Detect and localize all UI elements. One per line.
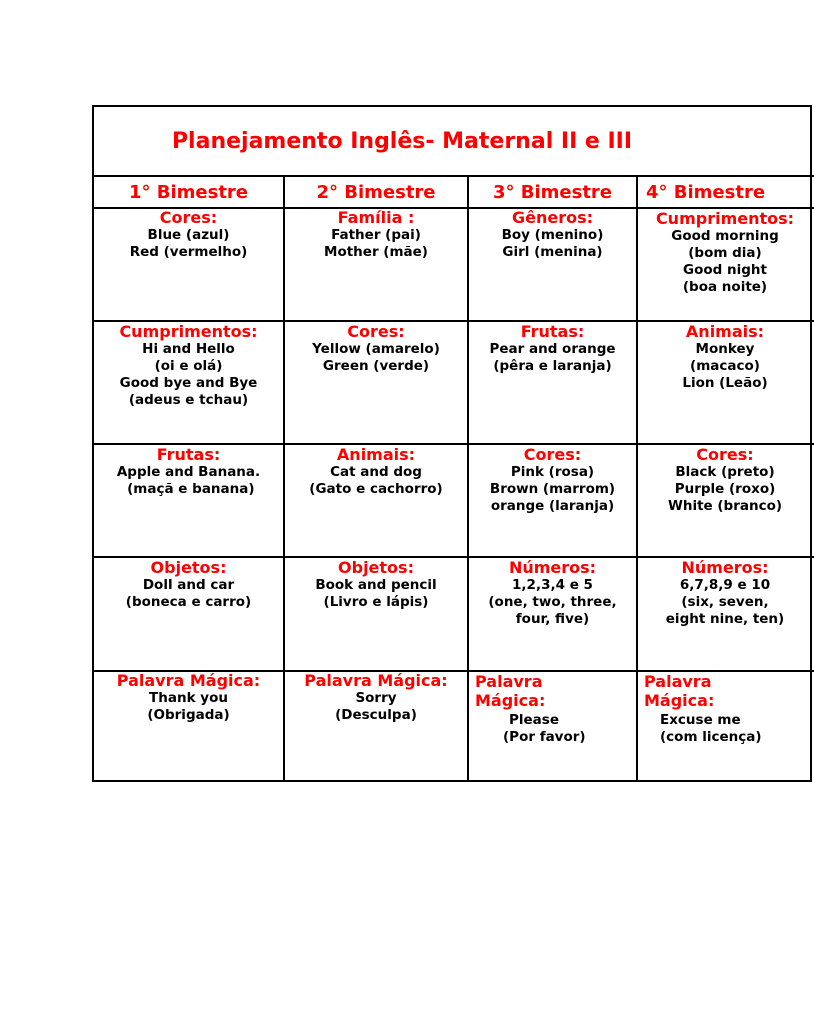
cell-item: Thank you bbox=[149, 690, 228, 706]
cell-heading: Cores: bbox=[696, 445, 754, 464]
cell-r2-c3 bbox=[469, 323, 636, 443]
cell-item: (adeus e tchau) bbox=[128, 392, 249, 408]
header-bimestre-2: 2° Bimestre bbox=[316, 182, 436, 203]
cell-heading: Números: bbox=[681, 558, 769, 577]
cell-item: (Desculpa) bbox=[335, 707, 417, 723]
cell-heading: Palavra Mágica: bbox=[475, 672, 546, 710]
cell-heading: Cores: bbox=[159, 208, 218, 227]
cell-r4-c4 bbox=[638, 559, 812, 670]
cell-heading: Animais: bbox=[685, 322, 765, 341]
cell-item: (six, seven, bbox=[681, 594, 769, 610]
cell-item: Apple and Banana. bbox=[116, 464, 261, 480]
cell-item: (maçã e banana) bbox=[122, 481, 255, 497]
cell-r4-c3 bbox=[469, 559, 636, 670]
cell-item: (Gato e cachorro) bbox=[309, 481, 443, 497]
cell-item: (Obrigada) bbox=[147, 707, 230, 723]
cell-item: White (branco) bbox=[667, 498, 783, 514]
cell-item: Doll and car bbox=[142, 577, 235, 593]
cell-heading: Números: bbox=[508, 558, 597, 577]
cell-item: Pear and orange bbox=[489, 341, 616, 357]
cell-item: Monkey bbox=[695, 341, 755, 357]
cell-heading: Família : bbox=[337, 208, 415, 227]
cell-r1-c2 bbox=[285, 209, 467, 320]
cell-r3-c2 bbox=[285, 446, 467, 556]
cell-item: (com licença) bbox=[660, 729, 762, 745]
cell-heading: Palavra Mágica: bbox=[304, 671, 448, 690]
cell-item: four, five) bbox=[515, 611, 590, 627]
cell-item: Excuse me bbox=[660, 712, 741, 728]
cell-heading: Palavra Mágica: bbox=[644, 672, 715, 710]
cell-heading: Animais: bbox=[336, 445, 416, 464]
cell-heading: Palavra Mágica: bbox=[116, 671, 261, 690]
cell-r1-c1 bbox=[94, 209, 283, 320]
cell-item: Girl (menina) bbox=[502, 244, 603, 260]
cell-r1-c4 bbox=[638, 209, 812, 320]
cell-item: (Por favor) bbox=[503, 729, 586, 745]
cell-item: Cat and dog bbox=[330, 464, 422, 480]
cell-r5-c2 bbox=[285, 672, 467, 782]
cell-r5-c3 bbox=[469, 672, 636, 782]
cell-item: 6,7,8,9 e 10 bbox=[679, 577, 771, 593]
cell-item: Brown (marrom) bbox=[489, 481, 616, 497]
cell-r3-c3 bbox=[469, 446, 636, 556]
cell-heading: Cumprimentos: bbox=[119, 322, 258, 341]
cell-item: (boneca e carro) bbox=[125, 594, 252, 610]
cell-item: Green (verde) bbox=[322, 358, 430, 374]
cell-r4-c2 bbox=[285, 559, 467, 670]
cell-item: Good morning bbox=[671, 228, 779, 244]
cell-heading: Cumprimentos: bbox=[655, 209, 795, 228]
cell-r4-c1 bbox=[94, 559, 283, 670]
cell-heading: Cores: bbox=[347, 322, 405, 341]
cell-item: (one, two, three, bbox=[488, 594, 617, 610]
cell-r2-c1 bbox=[94, 323, 283, 443]
cell-heading: Cores: bbox=[523, 445, 582, 464]
header-bimestre-3: 3° Bimestre bbox=[492, 182, 613, 203]
cell-item: (boa noite) bbox=[682, 279, 768, 295]
cell-item: (oi e olá) bbox=[154, 358, 223, 374]
divider bbox=[94, 175, 814, 177]
cell-r5-c4 bbox=[638, 672, 812, 782]
cell-item: Good night bbox=[683, 262, 767, 278]
cell-item: Black (preto) bbox=[675, 464, 775, 480]
cell-heading: Gêneros: bbox=[511, 208, 594, 227]
cell-item: 1,2,3,4 e 5 bbox=[512, 577, 593, 593]
cell-item: Father (pai) bbox=[331, 227, 421, 243]
cell-r3-c4 bbox=[638, 446, 812, 556]
cell-item: (bom dia) bbox=[688, 245, 762, 261]
cell-item: Mother (mãe) bbox=[324, 244, 428, 260]
cell-item: orange (laranja) bbox=[490, 498, 615, 514]
cell-item: Good bye and Bye bbox=[119, 375, 258, 391]
header-bimestre-4: 4° Bimestre bbox=[646, 182, 766, 203]
table-title: Planejamento Inglês- Maternal II e III bbox=[171, 129, 633, 154]
cell-item: Blue (azul) bbox=[147, 227, 230, 243]
cell-r5-c1 bbox=[94, 672, 283, 782]
cell-item: Sorry bbox=[355, 690, 397, 706]
planning-table bbox=[92, 105, 812, 782]
cell-heading: Objetos: bbox=[150, 558, 227, 577]
header-bimestre-1: 1° Bimestre bbox=[128, 182, 249, 203]
cell-item: Pink (rosa) bbox=[510, 464, 595, 480]
cell-r3-c1 bbox=[94, 446, 283, 556]
cell-heading: Objetos: bbox=[338, 558, 414, 577]
cell-item: Purple (roxo) bbox=[674, 481, 776, 497]
cell-item: (Livro e lápis) bbox=[323, 594, 429, 610]
cell-item: (macaco) bbox=[690, 358, 760, 374]
cell-item: eight nine, ten) bbox=[665, 611, 785, 627]
cell-r2-c4 bbox=[638, 323, 812, 443]
cell-item: Book and pencil bbox=[315, 577, 437, 593]
cell-item: (pêra e laranja) bbox=[493, 358, 612, 374]
cell-r2-c2 bbox=[285, 323, 467, 443]
cell-item: Red (vermelho) bbox=[129, 244, 248, 260]
cell-heading: Frutas: bbox=[520, 322, 585, 341]
cell-r1-c3 bbox=[469, 209, 636, 320]
cell-item: Boy (menino) bbox=[501, 227, 604, 243]
cell-item: Lion (Leão) bbox=[682, 375, 768, 391]
cell-item: Yellow (amarelo) bbox=[312, 341, 440, 357]
cell-item: Hi and Hello bbox=[142, 341, 235, 357]
cell-heading: Frutas: bbox=[156, 445, 221, 464]
cell-item: Please bbox=[509, 712, 559, 728]
